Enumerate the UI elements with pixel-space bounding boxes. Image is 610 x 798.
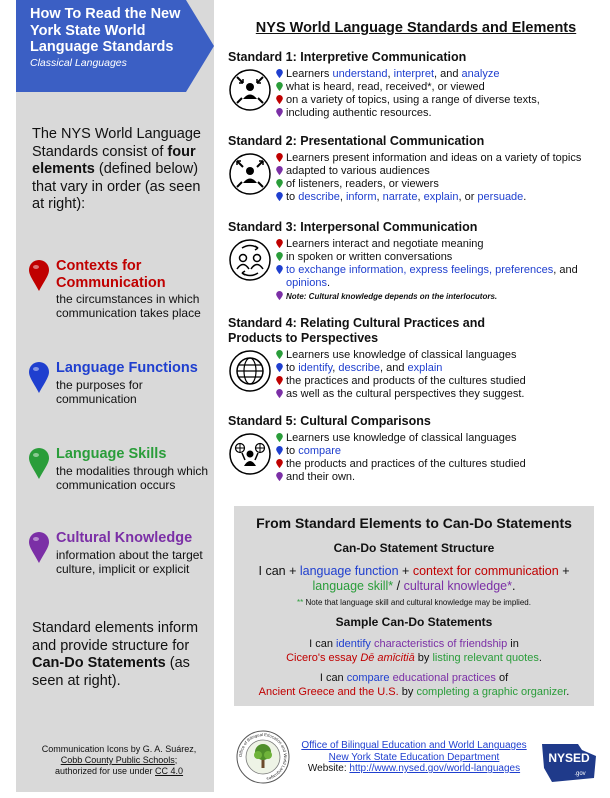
- comparison-icon: [228, 432, 272, 476]
- standard-line: as well as the cultural perspectives they suggest.: [276, 388, 606, 401]
- standard-line: to identify, describe, and explain: [276, 362, 606, 375]
- blue-pin-icon: [276, 363, 283, 373]
- sample-statement-1: I can identify characteristics of friendship in Cicero's essay Dē amīcitiā by listing relevant quotes.: [286, 638, 542, 664]
- title-banner: [16, 0, 214, 92]
- banner-title: How To Read the New York State World Language Standards: [30, 6, 181, 55]
- standard-line: what is heard, read, received*, or viewed: [276, 81, 606, 94]
- green-pin-icon: [276, 433, 283, 443]
- standard-title: Standard 2: Presentational Communication: [228, 134, 485, 148]
- blue-pin-icon: [276, 265, 283, 275]
- red-pin-icon: [276, 376, 283, 386]
- standard-line: Learners interact and negotiate meaning: [276, 238, 606, 251]
- element-desc: the purposes for communication: [56, 377, 143, 406]
- can-do-formula: I can + language function + context for communication + language skill* / cultural knowledge*.: [258, 564, 570, 593]
- footer-text: Office of Bilingual Education and World Languages New York State Education Department Website: http://www.nysed.gov/world-languages: [294, 740, 534, 775]
- element-title: Language Functions: [56, 360, 198, 376]
- element-desc: the modalities through which communication occurs: [56, 463, 209, 492]
- red-map-pin-icon: [28, 260, 50, 292]
- footer: [232, 730, 604, 792]
- standard-line: to describe, inform, narrate, explain, or persuade.: [276, 191, 606, 204]
- purple-pin-icon: [276, 291, 283, 301]
- green-pin-icon: [276, 82, 283, 92]
- standard-line: to compare: [276, 445, 606, 458]
- banner-subtitle: Classical Languages: [30, 56, 127, 69]
- standard-line: including authentic resources.: [276, 107, 606, 120]
- standard-2: [228, 134, 606, 204]
- sample-title: Sample Can-Do Statements: [335, 615, 493, 629]
- icon-credit: Communication Icons by G. A. Suárez, Cobb County Public Schools; authorized for use under CC 4.0: [41, 744, 197, 776]
- office-seal-logo: [236, 730, 290, 784]
- element-title: Contexts for Communication: [56, 258, 166, 291]
- interpretive-icon: [228, 68, 272, 112]
- can-do-title: From Standard Elements to Can-Do Statements: [256, 515, 572, 531]
- interpersonal-icon: [228, 238, 272, 282]
- red-pin-icon: [276, 459, 283, 469]
- purple-pin-icon: [276, 108, 283, 118]
- standard-line: adapted to various audiences: [276, 165, 606, 178]
- standard-1: [228, 50, 606, 120]
- purple-pin-icon: [276, 166, 283, 176]
- can-do-box: [234, 506, 594, 706]
- office-link[interactable]: Office of Bilingual Education and World Languages: [301, 740, 527, 751]
- element-title: Cultural Knowledge: [56, 530, 193, 546]
- standard-line: to exchange information, express feelings, preferences, and opinions.: [276, 264, 606, 290]
- globe-icon: [228, 349, 272, 393]
- blue-pin-icon: [276, 192, 283, 202]
- standard-line: the practices and products of the cultures studied: [276, 375, 606, 388]
- standard-line: Learners present information and ideas on a variety of topics: [276, 152, 606, 165]
- purple-pin-icon: [276, 389, 283, 399]
- green-pin-icon: [276, 350, 283, 360]
- can-do-structure-title: Can-Do Statement Structure: [333, 541, 495, 555]
- standard-title: Standard 4: Relating Cultural Practices and Products to Perspectives: [228, 316, 486, 345]
- standard-lines: [276, 349, 606, 401]
- can-do-note: ** Note that language skill and cultural knowledge may be implied.: [297, 598, 531, 607]
- red-pin-icon: [276, 95, 283, 105]
- standard-line: and their own.: [276, 471, 606, 484]
- standard-line: the products and practices of the cultures studied: [276, 458, 606, 471]
- standard-title: Standard 1: Interpretive Communication: [228, 50, 467, 64]
- element-desc: the circumstances in which communication takes place: [56, 292, 201, 320]
- green-pin-icon: [276, 179, 283, 189]
- cultural-note: Note: Cultural knowledge depends on the interlocutors.: [286, 292, 498, 301]
- presentational-icon: [228, 152, 272, 196]
- element-functions: [28, 360, 210, 406]
- sample-statement-2: I can compare educational practices of Ancient Greece and the U.S. by completing a graphic organizer.: [258, 672, 570, 698]
- red-pin-icon: [276, 153, 283, 163]
- element-title: Language Skills: [56, 446, 167, 462]
- standard-line: Learners use knowledge of classical languages: [276, 349, 606, 362]
- green-pin-icon: [276, 252, 283, 262]
- blue-pin-icon: [276, 446, 283, 456]
- standard-lines: [276, 152, 606, 204]
- sidebar-intro: The NYS World Language Standards consist of four elements (defined below) that vary in order (as seen at right):: [32, 126, 202, 212]
- element-contexts: [28, 258, 210, 320]
- nysed-logo: [538, 738, 600, 786]
- purple-pin-icon: [276, 472, 283, 482]
- standard-lines: [276, 68, 606, 120]
- standard-line: [276, 290, 606, 303]
- nysed-gov-text: .gov: [574, 771, 586, 777]
- nysed-logo-text: NYSED: [548, 751, 590, 765]
- department-link[interactable]: New York State Education Department: [328, 751, 500, 763]
- seal-ring-text: Office of Bilingual Education and World Languages: [237, 731, 289, 782]
- red-pin-icon: [276, 239, 283, 249]
- standard-line: Learners use knowledge of classical languages: [276, 432, 606, 445]
- element-culture: [28, 530, 210, 576]
- standard-line: in spoken or written conversations: [276, 251, 606, 264]
- green-map-pin-icon: [28, 448, 50, 480]
- standard-title: Standard 3: Interpersonal Communication: [228, 220, 478, 234]
- cobb-county-link[interactable]: Cobb County Public Schools: [60, 755, 175, 765]
- standard-4: [228, 316, 606, 401]
- element-desc: information about the target culture, implicit or explicit: [56, 547, 203, 576]
- blue-pin-icon: [276, 69, 283, 79]
- standard-3: [228, 220, 606, 303]
- blue-map-pin-icon: [28, 362, 50, 394]
- standard-title: Standard 5: Cultural Comparisons: [228, 414, 431, 428]
- element-skills: [28, 446, 210, 492]
- standard-lines: [276, 238, 606, 303]
- website-link[interactable]: http://www.nysed.gov/world-languages: [349, 763, 521, 774]
- purple-map-pin-icon: [28, 532, 50, 564]
- standard-line: of listeners, readers, or viewers: [276, 178, 606, 191]
- standard-lines: [276, 432, 606, 484]
- cc-license-link[interactable]: CC 4.0: [155, 766, 184, 776]
- sidebar-outro: Standard elements inform and provide structure for Can-Do Statements (as seen at right).: [32, 620, 199, 689]
- main-title: NYS World Language Standards and Elements: [255, 20, 577, 36]
- standard-line: on a variety of topics, using a range of diverse texts,: [276, 94, 606, 107]
- standard-5: [228, 414, 606, 484]
- standard-line: Learners understand, interpret, and analyze: [276, 68, 606, 81]
